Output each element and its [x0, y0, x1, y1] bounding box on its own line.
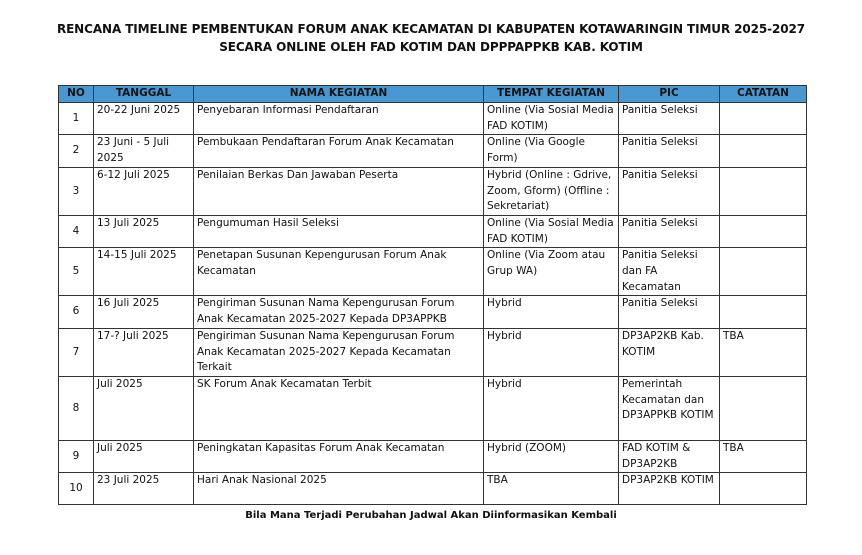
cell-tanggal: 14-15 Juli 2025	[94, 248, 194, 296]
cell-pic: Panitia Seleksi	[619, 135, 720, 167]
cell-no: 4	[59, 215, 94, 247]
cell-tanggal: 23 Juli 2025	[94, 473, 194, 505]
cell-tempat: Hybrid	[484, 296, 619, 328]
cell-pic: Panitia Seleksi dan FA Kecamatan	[619, 248, 720, 296]
title-line-1: RENCANA TIMELINE PEMBENTUKAN FORUM ANAK KECAMATAN DI KABUPATEN KOTAWARINGIN TIMUR 2025-2027	[56, 22, 806, 36]
cell-tanggal: Juli 2025	[94, 376, 194, 440]
cell-no: 5	[59, 248, 94, 296]
document-title	[0, 20, 862, 56]
cell-catatan	[720, 135, 807, 167]
cell-catatan: TBA	[720, 440, 807, 472]
title-line-2: SECARA ONLINE OLEH FAD KOTIM DAN DPPPAPPKB KAB. KOTIM	[219, 40, 643, 54]
cell-tanggal: 16 Juli 2025	[94, 296, 194, 328]
cell-catatan: TBA	[720, 328, 807, 376]
cell-pic: FAD KOTIM & DP3AP2KB	[619, 440, 720, 472]
cell-kegiatan: Penetapan Susunan Kepengurusan Forum Anak Kecamatan	[194, 248, 484, 296]
cell-catatan	[720, 248, 807, 296]
column-header-tempat-kegiatan: TEMPAT KEGIATAN	[484, 86, 619, 103]
cell-pic: Panitia Seleksi	[619, 103, 720, 135]
cell-kegiatan: Penyebaran Informasi Pendaftaran	[194, 103, 484, 135]
cell-pic: Panitia Seleksi	[619, 296, 720, 328]
timeline-table	[58, 85, 807, 505]
cell-tanggal: 6-12 Juli 2025	[94, 167, 194, 215]
column-header-nama-kegiatan: NAMA KEGIATAN	[194, 86, 484, 103]
column-header-tanggal: TANGGAL	[94, 86, 194, 103]
cell-catatan	[720, 103, 807, 135]
cell-kegiatan: Pembukaan Pendaftaran Forum Anak Kecamatan	[194, 135, 484, 167]
cell-no: 8	[59, 376, 94, 440]
cell-no: 6	[59, 296, 94, 328]
cell-tempat: Hybrid	[484, 376, 619, 440]
table-row	[59, 167, 807, 215]
cell-tanggal: 23 Juni - 5 Juli 2025	[94, 135, 194, 167]
cell-no: 3	[59, 167, 94, 215]
table-header-row	[59, 86, 807, 103]
cell-kegiatan: Pengiriman Susunan Nama Kepengurusan Forum Anak Kecamatan 2025-2027 Kepada DP3APPKB	[194, 296, 484, 328]
cell-no: 1	[59, 103, 94, 135]
table-row	[59, 103, 807, 135]
column-header-no: NO	[59, 86, 94, 103]
cell-kegiatan: Pengumuman Hasil Seleksi	[194, 215, 484, 247]
cell-tempat: Online (Via Sosial Media FAD KOTIM)	[484, 215, 619, 247]
table-row	[59, 135, 807, 167]
cell-kegiatan: Pengiriman Susunan Nama Kepengurusan Forum Anak Kecamatan 2025-2027 Kepada Kecamatan Terkait	[194, 328, 484, 376]
cell-pic: Panitia Seleksi	[619, 215, 720, 247]
cell-pic: DP3AP2KB KOTIM	[619, 473, 720, 505]
cell-no: 2	[59, 135, 94, 167]
table-row	[59, 473, 807, 505]
table-row	[59, 248, 807, 296]
table-row	[59, 296, 807, 328]
cell-tempat: Online (Via Google Form)	[484, 135, 619, 167]
cell-kegiatan: Peningkatan Kapasitas Forum Anak Kecamatan	[194, 440, 484, 472]
cell-tanggal: 13 Juli 2025	[94, 215, 194, 247]
cell-tanggal: 17-? Juli 2025	[94, 328, 194, 376]
cell-tempat: Online (Via Zoom atau Grup WA)	[484, 248, 619, 296]
column-header-pic: PIC	[619, 86, 720, 103]
cell-tempat: Online (Via Sosial Media FAD KOTIM)	[484, 103, 619, 135]
cell-tempat: Hybrid (ZOOM)	[484, 440, 619, 472]
cell-no: 10	[59, 473, 94, 505]
column-header-catatan: CATATAN	[720, 86, 807, 103]
footer-note: Bila Mana Terjadi Perubahan Jadwal Akan Diinformasikan Kembali	[245, 510, 617, 521]
cell-catatan	[720, 167, 807, 215]
table-row	[59, 328, 807, 376]
cell-no: 9	[59, 440, 94, 472]
cell-kegiatan: Hari Anak Nasional 2025	[194, 473, 484, 505]
table-row	[59, 215, 807, 247]
cell-kegiatan: Penilaian Berkas Dan Jawaban Peserta	[194, 167, 484, 215]
cell-tempat: Hybrid (Online : Gdrive, Zoom, Gform) (Offline : Sekretariat)	[484, 167, 619, 215]
table-row	[59, 376, 807, 440]
cell-catatan	[720, 473, 807, 505]
cell-tanggal: 20-22 Juni 2025	[94, 103, 194, 135]
table-row	[59, 440, 807, 472]
cell-pic: DP3AP2KB Kab. KOTIM	[619, 328, 720, 376]
cell-catatan	[720, 215, 807, 247]
cell-tempat: Hybrid	[484, 328, 619, 376]
cell-catatan	[720, 296, 807, 328]
cell-pic: Panitia Seleksi	[619, 167, 720, 215]
cell-catatan	[720, 376, 807, 440]
cell-pic: Pemerintah Kecamatan dan DP3APPKB KOTIM	[619, 376, 720, 440]
cell-kegiatan: SK Forum Anak Kecamatan Terbit	[194, 376, 484, 440]
cell-no: 7	[59, 328, 94, 376]
cell-tempat: TBA	[484, 473, 619, 505]
cell-tanggal: Juli 2025	[94, 440, 194, 472]
